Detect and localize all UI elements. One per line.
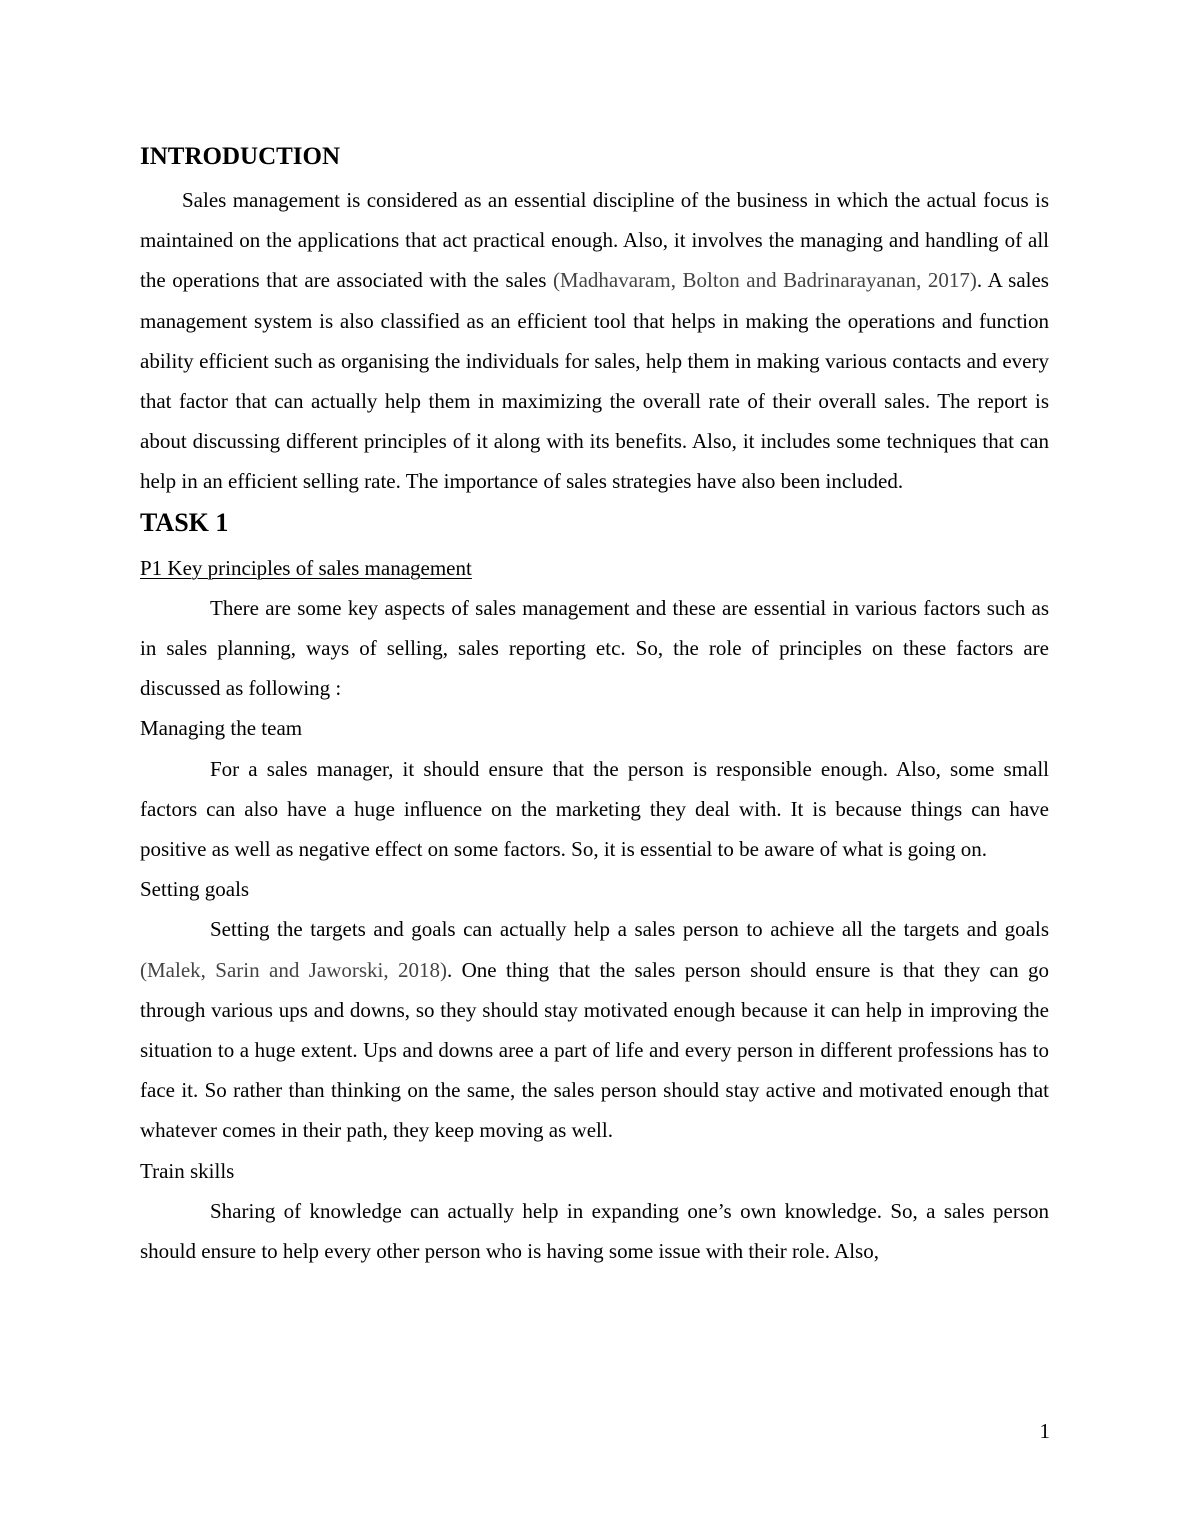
setting-goals-paragraph xyxy=(140,909,1049,1150)
introduction-paragraph xyxy=(140,180,1049,502)
task-1-heading: TASK 1 xyxy=(140,507,229,537)
train-skills-paragraph: Sharing of knowledge can actually help in expanding one’s own knowledge. So, a sales person should ensure to help every other person who is having some issue with their role. Also, xyxy=(140,1198,1049,1264)
setting-goals-text-part2: . One thing that the sales person should ensure is that they can go through various ups and downs, so they should stay motivated enough because it can help in improving the situation to a huge extent. Ups and downs aree a part of life and every person in different professions has to face it. So rather than thinking on the same, the sales person should stay active and motivated enough that whatever comes in their path, they keep moving as well. xyxy=(140,957,1049,1143)
managing-team-paragraph: For a sales manager, it should ensure that the person is responsible enough. Also, some small factors can also have a huge influence on the marketing they deal with. It is because things can have positive as well as negative effect on some factors. So, it is essential to be aware of what is going on. xyxy=(140,756,1049,862)
page-content xyxy=(140,139,1049,1271)
setting-goals-heading: Setting goals xyxy=(140,877,250,902)
introduction-text-part1: Sales management is considered as an essential discipline of the business in which the actual focus is maintained on the applications that act practical enough. Also, it involves the managing and handling of all the operations that are associated with the sales xyxy=(140,188,1049,293)
citation-madhavaram: (Madhavaram, Bolton and Badrinarayanan, 2017) xyxy=(552,268,977,293)
introduction-text-part2: . A sales management system is also classified as an efficient tool that helps in making the operations and function ability efficient such as organising the individuals for sales, help them in making various contacts and every that factor that can actually help them in maximizing the overall rate of their overall sales. The report is about discussing different principles of it along with its benefits. Also, it includes some techniques that can help in an efficient selling rate. The importance of sales strategies have also been included. xyxy=(140,268,1049,494)
p1-heading: P1 Key principles of sales management xyxy=(140,555,472,580)
setting-goals-text-part1: Setting the targets and goals can actually help a sales person to achieve all the targets and goals xyxy=(210,917,1049,942)
managing-team-heading: Managing the team xyxy=(140,716,303,741)
introduction-heading: INTRODUCTION xyxy=(140,143,341,170)
citation-malek: (Malek, Sarin and Jaworski, 2018) xyxy=(140,957,447,982)
page-number: 1 xyxy=(1039,1419,1050,1443)
p1-intro-paragraph: There are some key aspects of sales management and these are essential in various factors such as in sales planning, ways of selling, sales reporting etc. So, the role of principles on these factors are discussed as following : xyxy=(140,595,1049,701)
train-skills-heading: Train skills xyxy=(140,1158,235,1183)
